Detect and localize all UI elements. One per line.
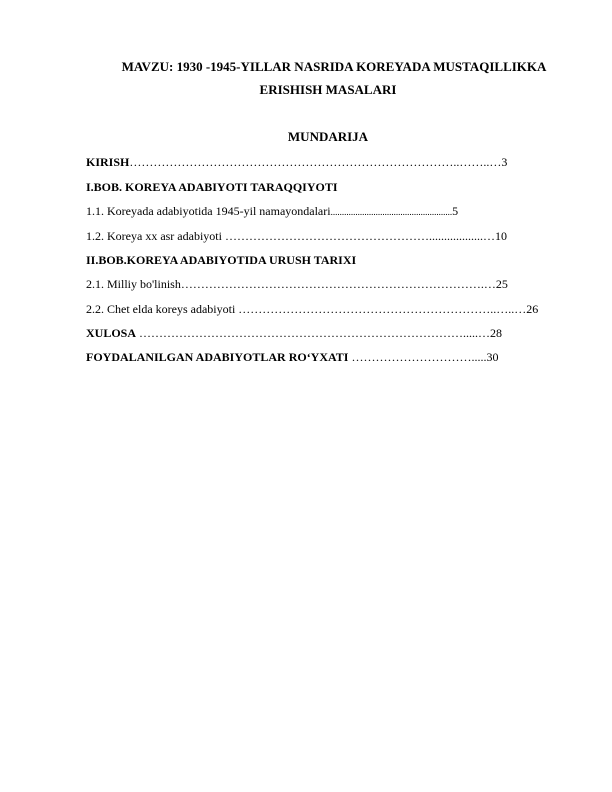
toc-leader-dots: ………………………………………………………………………..……..… <box>129 155 502 169</box>
toc-entry-title: FOYDALANILGAN ADABIYOTLAR RO‘YXATI <box>86 350 349 364</box>
toc-entry-1-1 <box>86 204 458 220</box>
toc-leader-dots: ………………………………………………………………….… <box>180 277 496 291</box>
toc-entry-title: 2.2. Chet elda koreys adabiyoti <box>86 302 236 316</box>
toc-page-number: 25 <box>495 277 508 291</box>
toc-entry-xulosa <box>86 326 502 341</box>
toc-leader-dots: ……………………………………………..................… <box>221 229 495 243</box>
toc-leader-dots: ...................................................... <box>330 207 453 217</box>
toc-entry-title: 2.1. Milliy bo'linish <box>86 277 181 291</box>
toc-entry-kirish <box>86 155 507 170</box>
toc-entry-title: XULOSA <box>86 326 137 340</box>
document-title-line-2: ERISHISH MASALARI <box>259 82 397 97</box>
toc-entry-chapter-1 <box>86 180 338 195</box>
toc-entry-1-2 <box>86 229 507 244</box>
toc-leader-dots: ………………………………………………………..…..… <box>235 302 527 316</box>
toc-leader-dots: …………………………..... <box>348 350 487 364</box>
toc-entry-chapter-2 <box>86 253 356 268</box>
document-title-line-1: MAVZU: 1930 -1945-YILLAR NASRIDA KOREYADA MUSTAQILLIKKA <box>121 59 547 74</box>
toc-entry-title: 1.2. Koreya xx asr adabiyoti <box>86 229 222 243</box>
toc-page-number: 5 <box>452 204 459 218</box>
toc-page-number: 3 <box>501 155 508 169</box>
toc-page-number: 10 <box>494 229 507 243</box>
toc-entry-2-1 <box>86 277 508 292</box>
toc-entry-title: I.BOB. KOREYA ADABIYOTI TARAQQIYOTI <box>86 180 338 194</box>
toc-entry-2-2 <box>86 302 538 317</box>
toc-page-number: 26 <box>526 302 539 316</box>
contents-heading: MUNDARIJA <box>287 129 369 144</box>
toc-page-number: 30 <box>486 350 499 364</box>
toc-entry-references <box>86 350 498 365</box>
toc-page-number: 28 <box>490 326 503 340</box>
toc-leader-dots: ……………………………………………………………………….....… <box>136 326 491 340</box>
toc-entry-title: 1.1. Koreyada adabiyotida 1945-yil namayondalari <box>86 204 331 218</box>
toc-entry-title: KIRISH <box>86 155 130 169</box>
toc-entry-title: II.BOB.KOREYA ADABIYOTIDA URUSH TARIXI <box>86 253 357 267</box>
